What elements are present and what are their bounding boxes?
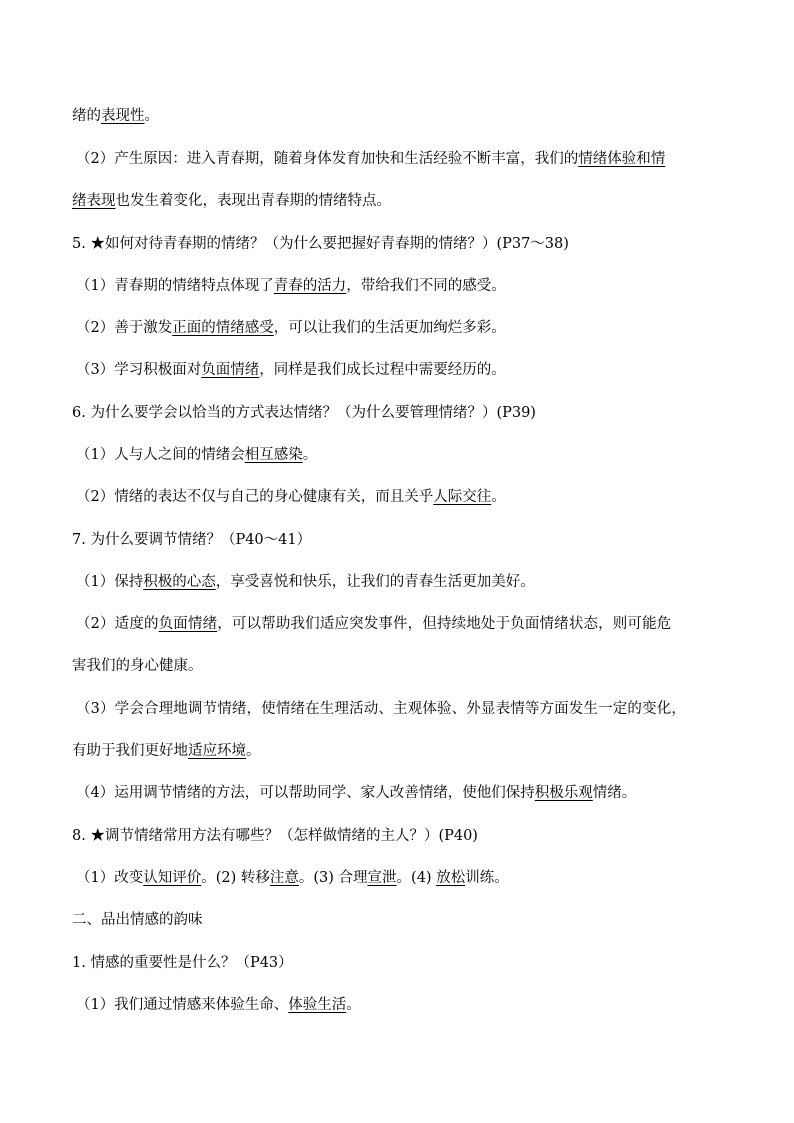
text-line-9: [76, 445, 734, 465]
text-segment: 情绪。: [592, 785, 637, 801]
text-segment: ，可以让我们的生活更加绚烂多彩。: [273, 320, 506, 336]
text-line-6: [76, 318, 734, 338]
text-segment: 。: [144, 108, 159, 124]
text-segment: 有助于我们更好地: [72, 743, 188, 759]
text-line-22: [76, 995, 734, 1015]
underlined-term: 绪表现: [72, 193, 116, 209]
text-line-10: [76, 487, 734, 507]
text-segment: 。: [302, 447, 318, 463]
text-line-5: [76, 276, 734, 296]
text-segment: （1）青春期的情绪特点体现了: [76, 278, 274, 294]
text-line-19: [76, 868, 734, 888]
text-segment: （2）适度的: [76, 616, 159, 632]
underlined-term: 相互感染: [244, 447, 303, 463]
text-segment: 训练。: [465, 870, 509, 886]
text-segment: （2）情绪的表达不仅与自己的身心健康有关，而且关乎: [76, 489, 434, 505]
text-segment: ，可以帮助我们适应突发事件，但持续地处于负面情绪状态，则可能危: [217, 616, 672, 632]
text-segment: ，带给我们不同的感受。: [346, 278, 506, 294]
text-segment: （4）运用调节情绪的方法，可以帮助同学、家人改善情绪，使他们保持: [76, 785, 535, 801]
text-segment: （3）学会合理地调节情绪，使情绪在生理活动、主观体验、外显表情等方面发生一定的变化，: [76, 701, 687, 717]
underlined-term: 正面的情绪感受: [172, 320, 274, 336]
text-segment: 。(4): [396, 870, 437, 886]
text-line-2: [76, 149, 734, 169]
text-segment: 绪的: [72, 108, 101, 124]
text-segment: ，享受喜悦和快乐，让我们的青春生活更加美好。: [215, 574, 535, 590]
text-line-12: [76, 572, 734, 592]
underlined-term: 表现性: [101, 108, 145, 124]
text-segment: 也发生着变化，表现出青春期的情绪特点。: [115, 193, 391, 209]
text-segment: （3）学习积极面对: [76, 362, 202, 378]
text-segment: （2）产生原因：进入青春期，随着身体发育加快和生活经验不断丰富，我们的: [76, 151, 579, 167]
text-line-8: [72, 403, 734, 423]
underlined-term: 积极乐观: [534, 785, 593, 801]
underlined-term: 适应环境: [188, 743, 246, 759]
underlined-term: 负面情绪: [201, 362, 260, 378]
underlined-term: 负面情绪: [158, 616, 218, 632]
underlined-term: 积极的心态: [143, 574, 216, 590]
text-segment: （1）我们通过情感来体验生命、: [76, 997, 289, 1013]
text-segment: 。(3) 合理: [298, 870, 368, 886]
text-segment: 。: [346, 997, 361, 1013]
text-line-3: [72, 191, 734, 211]
text-segment: ，同样是我们成长过程中需要经历的。: [259, 362, 506, 378]
underlined-term: 注意: [269, 870, 299, 886]
text-segment: 6. 为什么要学会以恰当的方式表达情绪？（为什么要管理情绪？）(P39): [72, 405, 536, 421]
text-segment: 。: [246, 743, 261, 759]
text-line-13: [76, 614, 734, 634]
underlined-term: 情绪体验和情: [578, 151, 666, 167]
underlined-term: 青春的活力: [273, 278, 347, 294]
text-line-16: [72, 741, 734, 761]
underlined-term: 宣泄: [367, 870, 397, 886]
text-segment: （1）改变: [76, 870, 144, 886]
text-line-7: [76, 360, 734, 380]
text-line-20: [72, 910, 734, 930]
text-segment: （1）人与人之间的情绪会: [76, 447, 245, 463]
text-line-11: [72, 530, 734, 550]
text-line-1: [72, 106, 734, 126]
text-segment: 。: [491, 489, 506, 505]
text-line-18: [72, 826, 734, 846]
text-segment: 害我们的身心健康。: [72, 658, 203, 674]
text-line-17: [76, 783, 734, 803]
text-line-4: [72, 234, 734, 254]
underlined-term: 认知评价: [143, 870, 202, 886]
text-segment: 7. 为什么要调节情绪？（P40～41）: [72, 532, 312, 548]
text-segment: （2）善于激发: [76, 320, 173, 336]
underlined-term: 放松: [436, 870, 466, 886]
text-line-21: [72, 953, 734, 973]
text-segment: 二、品出情感的韵味: [72, 912, 203, 928]
text-segment: （1）保持: [76, 574, 144, 590]
text-line-14: [72, 656, 734, 676]
text-segment: 8. ★调节情绪常用方法有哪些？（怎样做情绪的主人？）(P40): [72, 828, 478, 844]
text-segment: 。(2) 转移: [201, 870, 270, 886]
underlined-term: 人际交往: [433, 489, 492, 505]
text-segment: 1. 情感的重要性是什么？（P43）: [72, 955, 293, 971]
text-line-15: [76, 699, 734, 719]
underlined-term: 体验生活: [288, 997, 347, 1013]
text-segment: 5. ★如何对待青春期的情绪？（为什么要把握好青春期的情绪？）(P37～38): [72, 236, 569, 252]
